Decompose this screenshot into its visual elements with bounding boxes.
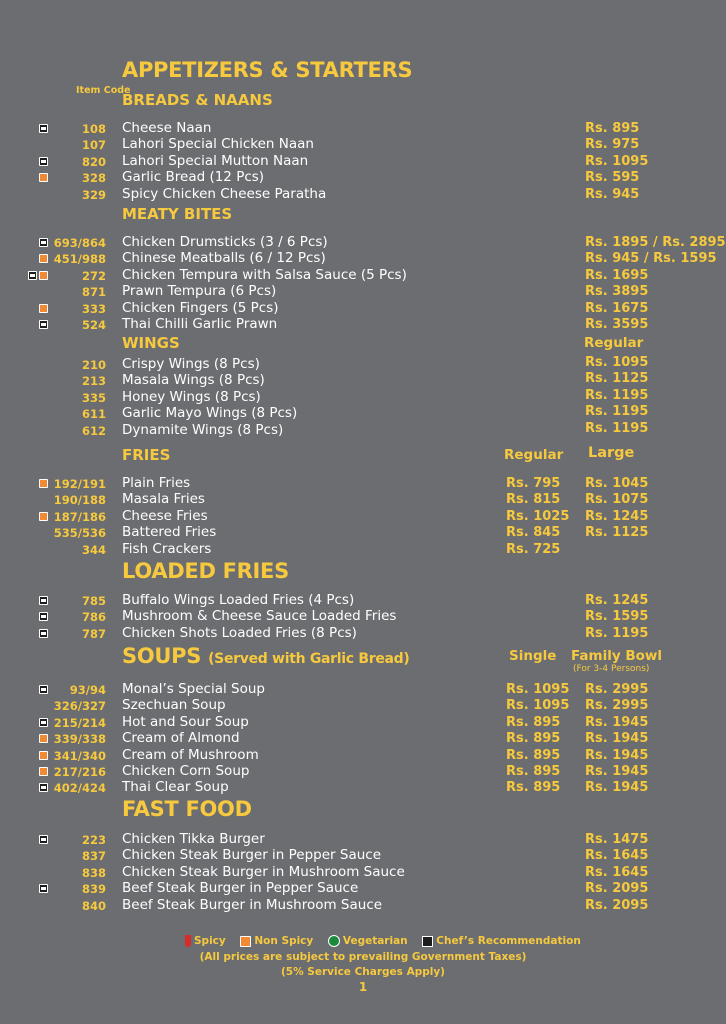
item-name: Fish Crackers [122, 541, 212, 557]
item-name: Chicken Tikka Burger [122, 831, 265, 847]
item-price: Rs. 1195 [585, 404, 649, 419]
item-price: Rs. 1245 [585, 593, 649, 608]
item-price: Rs. 1475 [585, 832, 649, 847]
item-price: Rs. 945 / Rs. 1595 [585, 251, 717, 266]
item-name: Lahori Special Mutton Naan [122, 153, 309, 169]
item-code: 786 [81, 610, 106, 624]
item-price: Rs. 1645 [585, 865, 649, 880]
item-name: Chinese Meatballs (6 / 12 Pcs) [122, 250, 326, 266]
item-name: Thai Chilli Garlic Prawn [122, 316, 278, 332]
item-code: 612 [81, 424, 106, 438]
soups-header-family: Family Bowl [571, 648, 663, 664]
section-title-soups [122, 644, 409, 668]
soups-header-single: Single [509, 648, 557, 664]
item-code: 187/186 [53, 510, 106, 524]
item-code: 107 [81, 138, 106, 152]
fries-header-regular: Regular [504, 447, 564, 463]
item-code: 272 [81, 269, 106, 283]
item-price-large: Rs. 1945 [585, 764, 649, 779]
section-title-wings: WINGS [122, 334, 180, 352]
item-name: Buffalo Wings Loaded Fries (4 Pcs) [122, 592, 355, 608]
legend-spicy: Spicy [194, 935, 226, 947]
item-name: Garlic Mayo Wings (8 Pcs) [122, 405, 298, 421]
item-price: Rs. 1675 [585, 301, 649, 316]
item-price: Rs. 1645 [585, 848, 649, 863]
item-price-regular: Rs. 895 [506, 731, 561, 746]
item-code: 329 [81, 188, 106, 202]
item-price: Rs. 895 [585, 121, 640, 136]
item-price: Rs. 1195 [585, 626, 649, 641]
item-price: Rs. 3595 [585, 317, 649, 332]
item-price-regular: Rs. 725 [506, 542, 561, 557]
item-name: Chicken Steak Burger in Mushroom Sauce [122, 864, 405, 880]
item-price-regular: Rs. 815 [506, 492, 561, 507]
item-code: 785 [81, 594, 106, 608]
item-code: 192/191 [53, 477, 106, 491]
item-price: Rs. 1125 [585, 371, 649, 386]
item-price: Rs. 1195 [585, 421, 649, 436]
non-spicy-icon [240, 936, 251, 947]
item-code: 344 [81, 543, 106, 557]
item-name: Cheese Naan [122, 120, 212, 136]
item-name: Chicken Corn Soup [122, 763, 250, 779]
item-price: Rs. 1695 [585, 268, 649, 283]
item-code: 839 [81, 882, 106, 896]
legend-vegetarian: Vegetarian [342, 935, 408, 947]
item-code: 108 [81, 122, 106, 136]
section-title-fries: FRIES [122, 446, 171, 464]
soups-header-family-note: (For 3-4 Persons) [573, 664, 650, 674]
item-name: Cream of Almond [122, 730, 240, 746]
item-name: Monal’s Special Soup [122, 681, 265, 697]
page-number: 1 [358, 980, 368, 994]
item-code: 328 [81, 171, 106, 185]
item-code: 535/536 [53, 526, 106, 540]
item-code: 693/864 [53, 236, 106, 250]
item-price-regular: Rs. 895 [506, 748, 561, 763]
item-name: Plain Fries [122, 475, 191, 491]
item-price: Rs. 3895 [585, 284, 649, 299]
item-code-label: Item Code [76, 85, 131, 96]
item-price-large: Rs. 1075 [585, 492, 649, 507]
item-price-large: Rs. 1125 [585, 525, 649, 540]
item-price: Rs. 595 [585, 170, 640, 185]
item-price-regular: Rs. 795 [506, 476, 561, 491]
legend [185, 935, 581, 947]
item-name: Chicken Fingers (5 Pcs) [122, 300, 279, 316]
item-price: Rs. 1895 / Rs. 2895 [585, 235, 726, 250]
item-name: Chicken Drumsticks (3 / 6 Pcs) [122, 234, 328, 250]
item-name: Mushroom & Cheese Sauce Loaded Fries [122, 608, 397, 624]
item-price: Rs. 945 [585, 187, 640, 202]
item-code: 837 [81, 849, 106, 863]
item-code: 93/94 [69, 683, 106, 697]
item-price-large: Rs. 2995 [585, 682, 649, 697]
item-price-regular: Rs. 1025 [506, 509, 570, 524]
item-code: 213 [81, 374, 106, 388]
item-name: Chicken Tempura with Salsa Sauce (5 Pcs) [122, 267, 407, 283]
item-name: Hot and Sour Soup [122, 714, 249, 730]
item-code: 838 [81, 866, 106, 880]
item-price: Rs. 1195 [585, 388, 649, 403]
item-price: Rs. 1595 [585, 609, 649, 624]
legend-chefs: Chef’s Recommendation [436, 935, 581, 947]
section-title-fastfood: FAST FOOD [122, 797, 252, 821]
item-name: Cream of Mushroom [122, 747, 259, 763]
item-price-large: Rs. 2995 [585, 698, 649, 713]
item-code: 611 [81, 407, 106, 421]
item-price-large: Rs. 1945 [585, 780, 649, 795]
item-price: Rs. 1095 [585, 355, 649, 370]
item-name: Crispy Wings (8 Pcs) [122, 356, 260, 372]
vegetarian-icon [328, 935, 340, 947]
item-price-large: Rs. 1945 [585, 748, 649, 763]
section-title-loaded: LOADED FRIES [122, 559, 289, 583]
soups-subtitle: (Served with Garlic Bread) [208, 651, 410, 667]
chefs-recommendation-icon [28, 271, 37, 280]
item-name: Beef Steak Burger in Pepper Sauce [122, 880, 359, 896]
spicy-icon [185, 935, 191, 947]
item-code: 339/338 [53, 732, 106, 746]
item-price: Rs. 2095 [585, 898, 649, 913]
item-name: Battered Fries [122, 524, 217, 540]
item-code: 190/188 [53, 493, 106, 507]
item-code: 215/214 [53, 716, 106, 730]
item-code: 223 [81, 833, 106, 847]
item-code: 333 [81, 302, 106, 316]
item-name: Beef Steak Burger in Mushroom Sauce [122, 897, 383, 913]
section-title-breads: BREADS & NAANS [122, 91, 273, 109]
item-name: Honey Wings (8 Pcs) [122, 389, 261, 405]
legend-non-spicy: Non Spicy [254, 935, 314, 947]
item-price-regular: Rs. 1095 [506, 698, 570, 713]
item-name: Prawn Tempura (6 Pcs) [122, 283, 277, 299]
item-price-large: Rs. 1245 [585, 509, 649, 524]
item-code: 210 [81, 358, 106, 372]
item-price-regular: Rs. 1095 [506, 682, 570, 697]
item-code: 451/988 [53, 252, 106, 266]
item-price-regular: Rs. 895 [506, 780, 561, 795]
item-code: 217/216 [53, 765, 106, 779]
item-code: 341/340 [53, 749, 106, 763]
item-name: Thai Clear Soup [122, 779, 229, 795]
item-name: Lahori Special Chicken Naan [122, 136, 314, 152]
fries-header-large: Large [588, 445, 635, 461]
item-price-large: Rs. 1945 [585, 731, 649, 746]
item-price-regular: Rs. 895 [506, 715, 561, 730]
item-name: Garlic Bread (12 Pcs) [122, 169, 265, 185]
item-code: 871 [81, 285, 106, 299]
item-price-regular: Rs. 845 [506, 525, 561, 540]
item-name: Chicken Steak Burger in Pepper Sauce [122, 847, 382, 863]
item-price: Rs. 975 [585, 137, 640, 152]
item-name: Dynamite Wings (8 Pcs) [122, 422, 284, 438]
item-price-regular: Rs. 895 [506, 764, 561, 779]
tax-note: (All prices are subject to prevailing Government Taxes) [199, 951, 527, 963]
item-code: 402/424 [53, 781, 106, 795]
chefs-recommendation-icon [422, 936, 433, 947]
item-price: Rs. 2095 [585, 881, 649, 896]
item-code: 820 [81, 155, 106, 169]
item-price: Rs. 1095 [585, 154, 649, 169]
item-name: Spicy Chicken Cheese Paratha [122, 186, 327, 202]
item-name: Masala Fries [122, 491, 205, 507]
item-price-large: Rs. 1045 [585, 476, 649, 491]
item-code: 335 [81, 391, 106, 405]
wings-header-regular: Regular [584, 335, 644, 351]
item-name: Masala Wings (8 Pcs) [122, 372, 265, 388]
item-code: 524 [81, 318, 106, 332]
service-note: (5% Service Charges Apply) [281, 966, 445, 978]
item-name: Cheese Fries [122, 508, 208, 524]
soups-title: SOUPS [122, 644, 202, 668]
item-name: Szechuan Soup [122, 697, 226, 713]
item-code: 840 [81, 899, 106, 913]
page-title: APPETIZERS & STARTERS [122, 58, 413, 82]
item-code: 326/327 [53, 699, 106, 713]
item-code: 787 [81, 627, 106, 641]
item-name: Chicken Shots Loaded Fries (8 Pcs) [122, 625, 357, 641]
item-price-large: Rs. 1945 [585, 715, 649, 730]
section-title-meaty: MEATY BITES [122, 205, 233, 223]
